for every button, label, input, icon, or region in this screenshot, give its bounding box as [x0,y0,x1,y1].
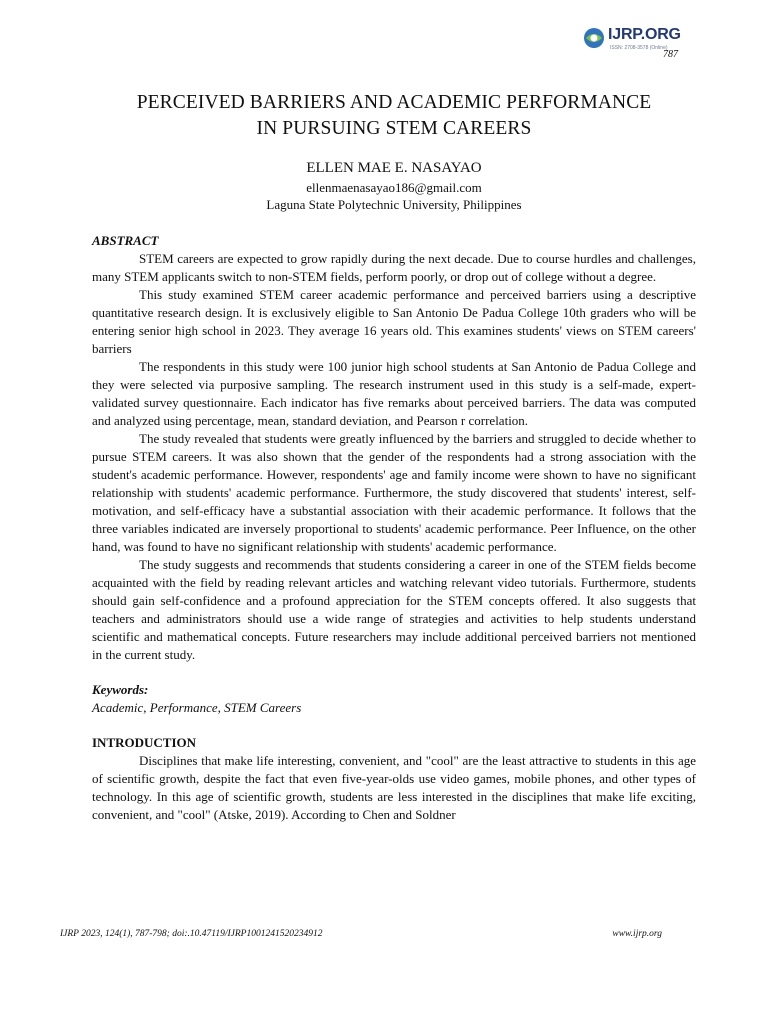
abstract-paragraph: This study examined STEM career academic performance and perceived barriers using a descriptive quantitative research design. It is exclusively eligible to San Antonio De Padua College 10th graders who will be entering senior high school in 2023. They average 16 years old. This examines students' views on STEM careers' barriers [92,287,696,356]
keywords-heading: Keywords: [92,682,149,697]
author-email: ellenmaenasayao186@gmail.com [306,180,482,195]
paper-title [92,90,696,142]
abstract-paragraph: The study revealed that students were greatly influenced by the barriers and struggled to decide whether to pursue STEM careers. It was also shown that the gender of the respondents had a strong association with the student's academic performance. However, respondents' age and family income were shown to have no significant relationship with students' academic performance. Furthermore, the study discovered that students' interest, self-motivation, and self-efficacy have a substantial association with their academic performance. It follows that the three variables indicated are inversely proportional to students' academic performance. Peer Influence, on the other hand, was found to have no significant relationship with students' academic performance. [92,431,696,554]
abstract-paragraph: STEM careers are expected to grow rapidly during the next decade. Due to course hurdles and challenges, many STEM applicants switch to non-STEM fields, perform poorly, or drop out of college without a degree. [92,251,696,284]
author-name: ELLEN MAE E. NASAYAO [306,160,482,176]
author-affiliation: Laguna State Polytechnic University, Philippines [266,197,522,212]
title-line-1: PERCEIVED BARRIERS AND ACADEMIC PERFORMANCE [136,92,652,113]
globe-icon [582,26,606,50]
abstract-paragraph: The respondents in this study were 100 junior high school students at San Antonio de Padua College and they were selected via purposive sampling. The research instrument used in this study is a self-made, expert-validated survey questionnaire. Each indicator has five remarks about perceived barriers. The data was computed and analyzed using percentage, mean, standard deviation, and Pearson r correlation. [92,359,696,428]
footer-website[interactable]: www.ijrp.org [612,929,662,939]
abstract-heading: ABSTRACT [92,233,159,248]
page-number: 787 [663,49,678,60]
keywords-list: Academic, Performance, STEM Careers [92,700,302,715]
journal-logo [578,22,698,64]
introduction-heading: INTRODUCTION [92,735,197,750]
introduction-paragraph: Disciplines that make life interesting, convenient, and "cool" are the least attractive to students in this age of scientific growth, despite the fact that even five-year-olds use video games, mobile phones, and other types of technology. In this age of scientific growth, students are less interested in the disciplines that make life exciting, convenient, and "cool" (Atske, 2019). According to Chen and Soldner [92,753,696,822]
abstract-paragraph: The study suggests and recommends that students considering a career in one of the STEM fields become acquainted with the field by reading relevant articles and watching relevant video tutorials. Furthermore, students should gain self-confidence and a profound appreciation for the STEM concepts offered. It also suggests that teachers and administrators should use a wide range of strategies and activities to help students understand scientific and mathematical concepts. Future researchers may include additional perceived barriers not mentioned in the current study. [92,557,696,662]
title-line-2: IN PURSUING STEM CAREERS [256,118,532,139]
paper-body [92,232,696,824]
logo-tagline: ISSN: 2708-3578 (Online) [610,45,668,51]
footer-citation: IJRP 2023, 124(1), 787-798; doi:.10.47119/IJRP1001241520234912 [60,929,323,939]
logo-text: IJRP.ORG [608,26,681,43]
